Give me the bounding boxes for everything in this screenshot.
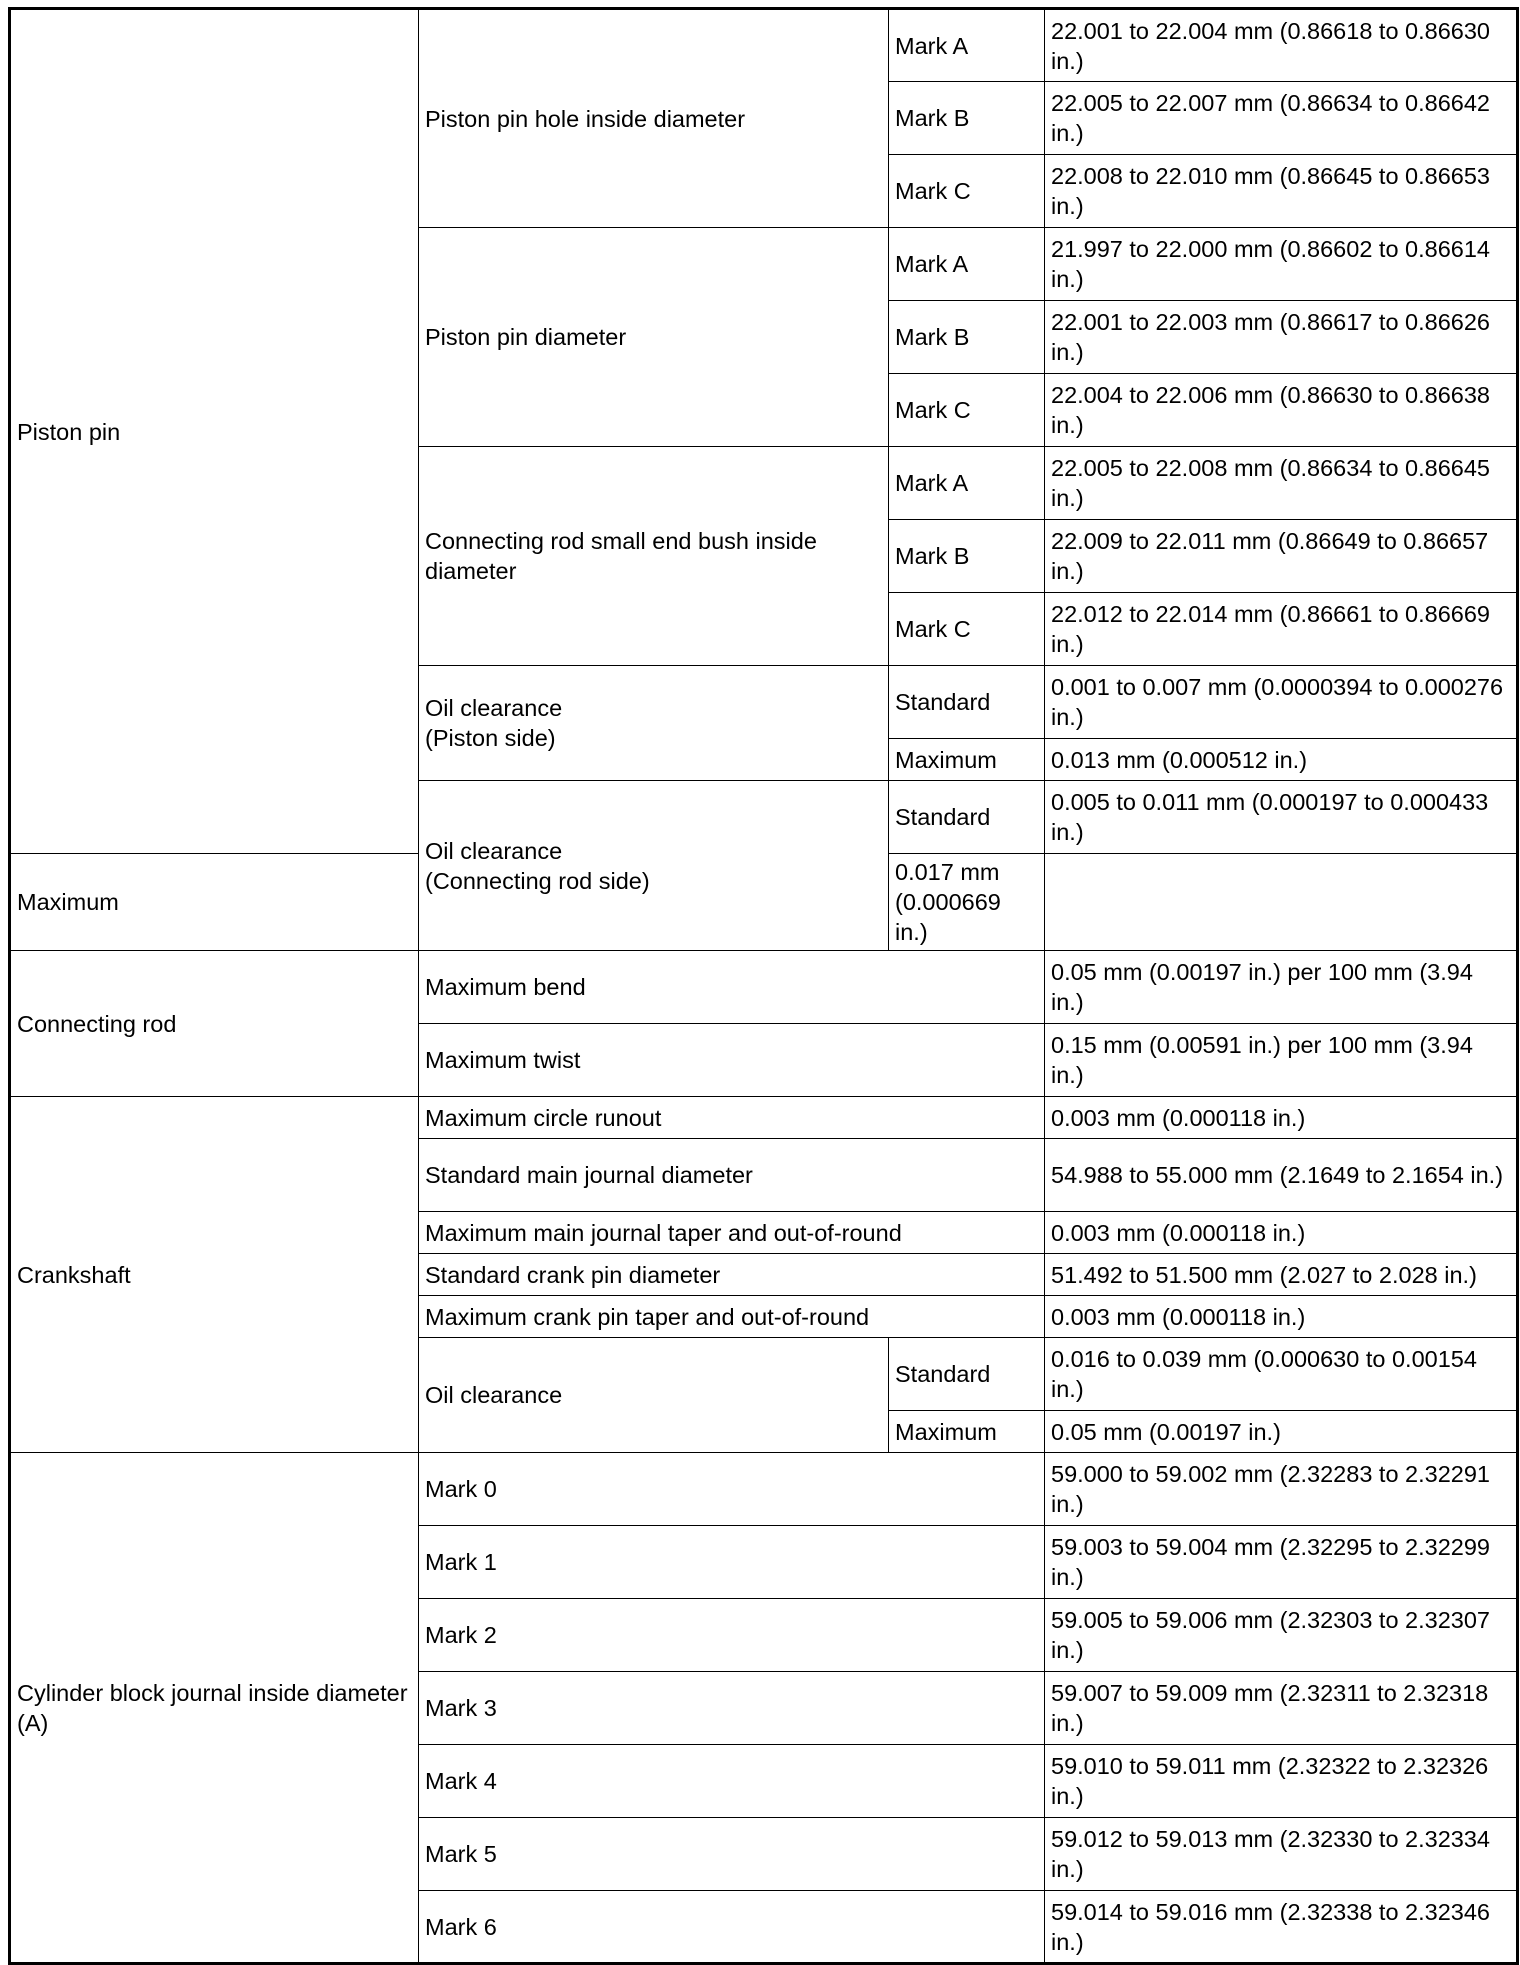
item-label-line: Oil clearance (425, 837, 563, 864)
spec-value: 21.997 to 22.000 mm (0.86602 to 0.86614 in.) (1045, 228, 1518, 301)
spec-value: 0.05 mm (0.00197 in.) (1045, 1411, 1518, 1453)
item-label: Standard crank pin diameter (419, 1254, 1045, 1296)
spec-value: 0.005 to 0.011 mm (0.000197 to 0.000433 in.) (1045, 781, 1518, 854)
spec-value: 22.008 to 22.010 mm (0.86645 to 0.86653 in.) (1045, 155, 1518, 228)
spec-value: 0.017 mm (0.000669 in.) (889, 854, 1045, 951)
item-label (419, 781, 889, 951)
item-label: Connecting rod small end bush inside diameter (419, 447, 889, 666)
section-label-cylinder-block: Cylinder block journal inside diameter (A) (10, 1453, 419, 1964)
item-label: Mark 1 (419, 1526, 1045, 1599)
item-label: Maximum crank pin taper and out-of-round (419, 1296, 1045, 1338)
section-label-piston-pin: Piston pin (10, 9, 419, 854)
item-label (419, 666, 889, 781)
sub-label: Mark A (889, 447, 1045, 520)
table-row (10, 9, 1518, 82)
item-label: Maximum twist (419, 1024, 1045, 1097)
sub-label: Maximum (889, 1411, 1045, 1453)
spec-value: 0.15 mm (0.00591 in.) per 100 mm (3.94 in.) (1045, 1024, 1518, 1097)
sub-label: Standard (889, 781, 1045, 854)
section-label-connecting-rod: Connecting rod (10, 951, 419, 1097)
spec-value: 0.003 mm (0.000118 in.) (1045, 1296, 1518, 1338)
spec-value: 59.010 to 59.011 mm (2.32322 to 2.32326 in.) (1045, 1745, 1518, 1818)
spec-value: 59.007 to 59.009 mm (2.32311 to 2.32318 in.) (1045, 1672, 1518, 1745)
spec-value: 22.005 to 22.008 mm (0.86634 to 0.86645 in.) (1045, 447, 1518, 520)
sub-label: Mark B (889, 520, 1045, 593)
sub-label: Mark A (889, 228, 1045, 301)
sub-label: Mark A (889, 9, 1045, 82)
item-label-line: (Piston side) (425, 725, 556, 751)
spec-value: 22.012 to 22.014 mm (0.86661 to 0.86669 in.) (1045, 593, 1518, 666)
sub-label: Mark C (889, 155, 1045, 228)
spec-table (8, 7, 1519, 1965)
spec-value: 59.000 to 59.002 mm (2.32283 to 2.32291 in.) (1045, 1453, 1518, 1526)
sub-label: Mark C (889, 374, 1045, 447)
item-label: Maximum bend (419, 951, 1045, 1024)
table-row (10, 1453, 1518, 1526)
sub-label: Standard (889, 666, 1045, 739)
spec-value: 0.013 mm (0.000512 in.) (1045, 739, 1518, 781)
spec-value: 22.009 to 22.011 mm (0.86649 to 0.86657 in.) (1045, 520, 1518, 593)
item-label: Piston pin diameter (419, 228, 889, 447)
item-label: Mark 0 (419, 1453, 1045, 1526)
spec-value: 0.001 to 0.007 mm (0.0000394 to 0.000276 in.) (1045, 666, 1518, 739)
table-row (10, 1097, 1518, 1139)
item-label-line: Oil clearance (425, 695, 563, 721)
item-label: Maximum main journal taper and out-of-round (419, 1212, 1045, 1254)
item-label-line: (Connecting rod side) (425, 867, 650, 894)
sub-label: Mark C (889, 593, 1045, 666)
spec-value: 22.001 to 22.003 mm (0.86617 to 0.86626 in.) (1045, 301, 1518, 374)
spec-value: 54.988 to 55.000 mm (2.1649 to 2.1654 in.) (1045, 1139, 1518, 1212)
item-label: Mark 3 (419, 1672, 1045, 1745)
spec-value: 51.492 to 51.500 mm (2.027 to 2.028 in.) (1045, 1254, 1518, 1296)
item-label: Mark 5 (419, 1818, 1045, 1891)
spec-value: 0.05 mm (0.00197 in.) per 100 mm (3.94 in.) (1045, 951, 1518, 1024)
spec-value: 59.003 to 59.004 mm (2.32295 to 2.32299 in.) (1045, 1526, 1518, 1599)
sub-label: Mark B (889, 82, 1045, 155)
table-row (10, 951, 1518, 1024)
sub-label: Mark B (889, 301, 1045, 374)
item-label: Oil clearance (419, 1338, 889, 1453)
item-label: Mark 6 (419, 1891, 1045, 1964)
item-label: Maximum circle runout (419, 1097, 1045, 1139)
spec-value: 0.003 mm (0.000118 in.) (1045, 1212, 1518, 1254)
item-label: Standard main journal diameter (419, 1139, 1045, 1212)
spec-value: 0.016 to 0.039 mm (0.000630 to 0.00154 in.) (1045, 1338, 1518, 1411)
spec-value: 59.014 to 59.016 mm (2.32338 to 2.32346 in.) (1045, 1891, 1518, 1964)
spec-value: 22.001 to 22.004 mm (0.86618 to 0.86630 in.) (1045, 9, 1518, 82)
section-label-crankshaft: Crankshaft (10, 1097, 419, 1453)
sub-label: Maximum (889, 739, 1045, 781)
spec-value: 22.004 to 22.006 mm (0.86630 to 0.86638 in.) (1045, 374, 1518, 447)
spec-value: 22.005 to 22.007 mm (0.86634 to 0.86642 in.) (1045, 82, 1518, 155)
spec-value: 59.005 to 59.006 mm (2.32303 to 2.32307 in.) (1045, 1599, 1518, 1672)
spec-value: 59.012 to 59.013 mm (2.32330 to 2.32334 in.) (1045, 1818, 1518, 1891)
spec-value: 0.003 mm (0.000118 in.) (1045, 1097, 1518, 1139)
sub-label: Maximum (10, 854, 419, 951)
item-label: Piston pin hole inside diameter (419, 9, 889, 228)
item-label: Mark 4 (419, 1745, 1045, 1818)
sub-label: Standard (889, 1338, 1045, 1411)
item-label: Mark 2 (419, 1599, 1045, 1672)
